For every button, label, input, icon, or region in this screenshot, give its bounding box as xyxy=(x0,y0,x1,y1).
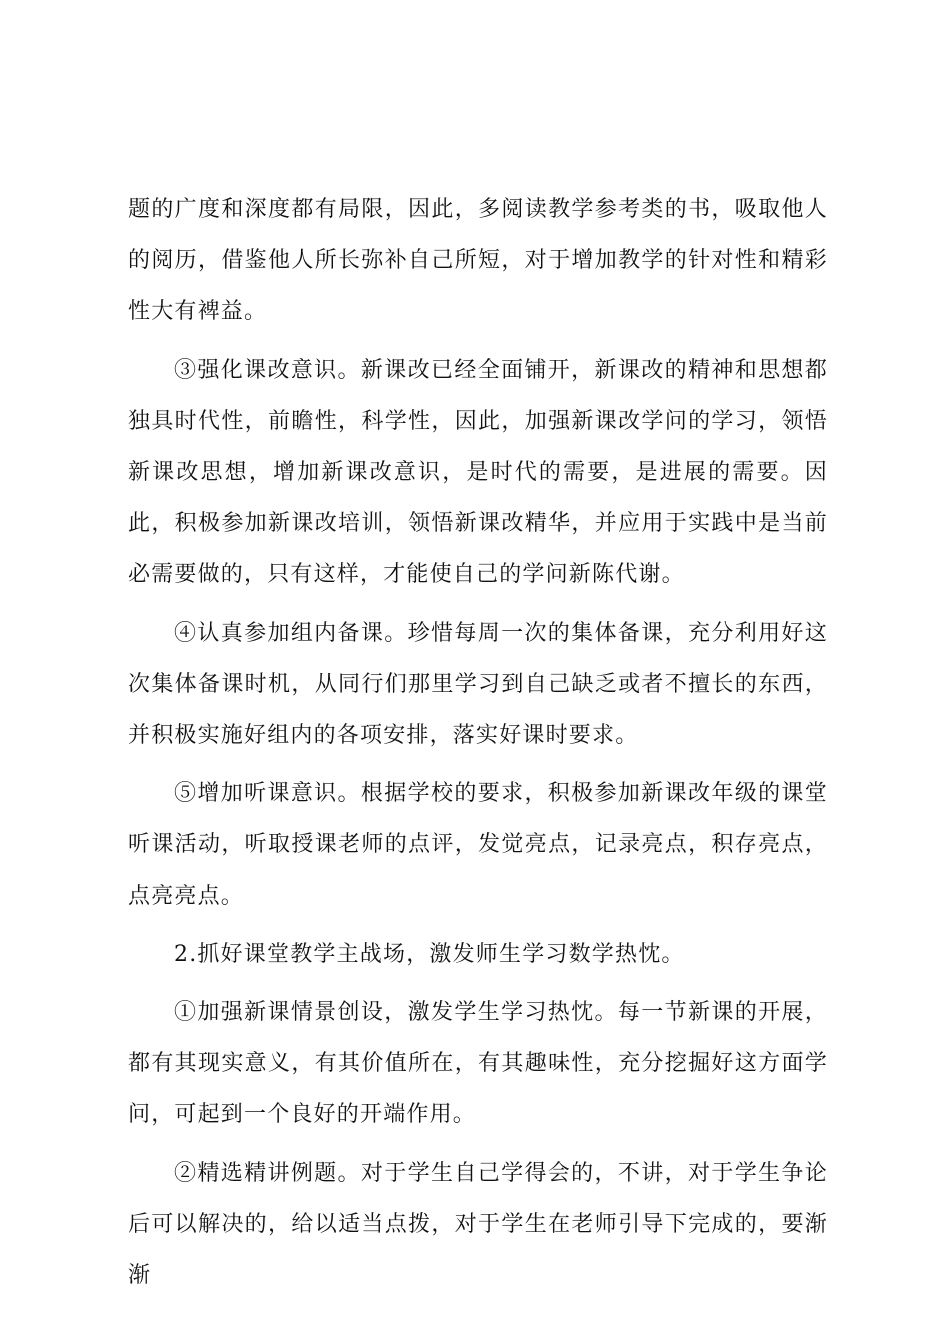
paragraph-group-lesson-prep: ④认真参加组内备课。珍惜每周一次的集体备课，充分利用好这次集体备课时机，从同行们那里学习到自己缺乏或者不擅长的东西，并积极实施好组内的各项安排，落实好课时要求。 xyxy=(128,620,828,749)
document-body xyxy=(128,184,828,1308)
paragraph-section-heading: 2.抓好课堂教学主战场，激发师生学习数学热忱。 xyxy=(174,941,685,967)
paragraph-example-selection: ②精选精讲例题。对于学生自己学得会的，不讲，对于学生争论后可以解决的，给以适当点拨，对于学生在老师引导下完成的，要渐渐 xyxy=(128,1160,828,1289)
paragraph-scenario-creation: ①加强新课情景创设，激发学生学习热忱。每一节新课的开展，都有其现实意义，有其价值所在，有其趣味性，充分挖掘好这方面学问，可起到一个良好的开端作用。 xyxy=(128,1000,828,1128)
paragraph-curriculum-reform: ③强化课改意识。新课改已经全面铺开，新课改的精神和思想都独具时代性，前瞻性，科学性，因此，加强新课改学问的学习，领悟新课改思想，增加新课改意识，是时代的需要，是进展的需要。因此，积极参加新课改培训，领悟新课改精华，并应用于实践中是当前必需要做的，只有这样，才能使自己的学问新陈代谢。 xyxy=(128,357,828,588)
paragraph-continuation: 题的广度和深度都有局限，因此，多阅读教学参考类的书，吸取他人的阅历，借鉴他人所长弥补自己所短，对于增加教学的针对性和精彩性大有裨益。 xyxy=(128,197,828,325)
paragraph-lesson-observation: ⑤增加听课意识。根据学校的要求，积极参加新课改年级的课堂听课活动，听取授课老师的点评，发觉亮点，记录亮点，积存亮点，点亮亮点。 xyxy=(128,781,828,909)
